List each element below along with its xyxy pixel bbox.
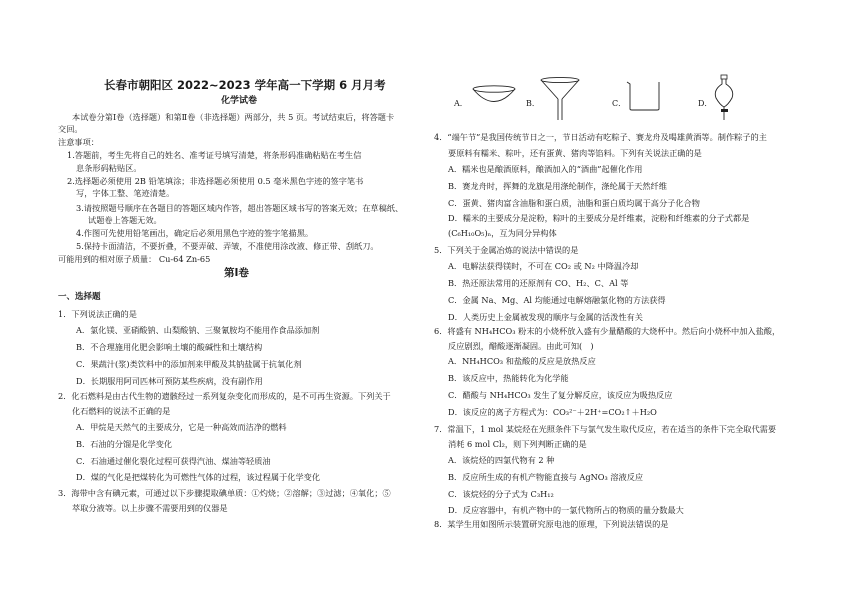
question-stem: 6．将盛有 NH₄HCO₃ 粉末的小烧杯放入盛有少量醋酸的大烧杯中。然后向小烧杯中加入盐酸， bbox=[434, 326, 781, 336]
page-subtitle: 化学试卷 bbox=[221, 96, 258, 106]
question-option: A．该烷烃的四氯代物有 2 种 bbox=[448, 455, 555, 465]
option-label-a: A． bbox=[454, 99, 468, 108]
question-stem: 5．下列关于金属冶炼的说法中错误的是 bbox=[434, 245, 579, 255]
question-stem: 1．下列说法正确的是 bbox=[58, 309, 137, 319]
question-option: B．赛龙舟时，挥舞的龙旗是用涤纶制作，涤纶属于天然纤维 bbox=[448, 181, 667, 191]
section-title: 第Ⅰ卷 bbox=[224, 267, 249, 279]
question-option: B．反应所生成的有机产物能直接与 AgNO₃ 溶液反应 bbox=[448, 472, 644, 482]
question-option: D．反应容器中，有机产物中的一氯代物所占的物质的量分数最大 bbox=[448, 505, 684, 515]
question-stem: 4．“端午节”是我国传统节日之一，节日活动有吃粽子、赛龙舟及喝雄黄酒等。制作粽子的主 bbox=[434, 132, 767, 142]
question-option: D．人类历史上金属被发现的顺序与金属的活泼性有关 bbox=[448, 312, 643, 322]
question-stem: 8．某学生用如图所示装置研究原电池的原理，下列说法错误的是 bbox=[434, 519, 669, 529]
atomic-mass-line: 可能用到的相对原子质量： Cu-64 Zn-65 bbox=[58, 254, 211, 264]
question-option: C．该烷烃的分子式为 C₃H₁₂ bbox=[448, 489, 554, 499]
note-item: 写，字体工整、笔迹清楚。 bbox=[76, 188, 175, 198]
question-stem: 萃取分液等。以上步骤不需要用到的仪器是 bbox=[72, 503, 228, 513]
question-option: B．热还原法常用的还原剂有 CO、H₂、C、Al 等 bbox=[448, 278, 629, 288]
question-option: B．石油的分馏是化学变化 bbox=[76, 439, 173, 449]
question-option: D．该反应的离子方程式为：CO₃²⁻＋2H⁺=CO₂↑＋H₂O bbox=[448, 407, 657, 417]
question-stem: 反应剧烈，醋酸逐渐凝固。由此可知( ) bbox=[448, 341, 594, 351]
question-option: A．糯米也是酿酒原料，酿酒加入的“酒曲”起催化作用 bbox=[448, 164, 643, 174]
page-title: 长春市朝阳区 2022~2023 学年高一下学期 6 月月考 bbox=[104, 78, 386, 92]
question-stem: 要原料有糯米、粽叶，还有蛋黄、猪肉等馅料。下列有关说法正确的是 bbox=[448, 148, 702, 158]
note-item: 4.作图可先使用铅笔画出，确定后必须用黑色字迹的签字笔描黑。 bbox=[76, 228, 314, 238]
question-option: C．石油通过催化裂化过程可获得汽油、煤油等轻质油 bbox=[76, 456, 271, 466]
note-item: 3.请按照题号顺序在各题目的答题区域内作答，超出答题区域书写的答案无效；在草稿纸、 bbox=[76, 203, 404, 213]
part-title: 一、选择题 bbox=[58, 292, 101, 302]
option-label-d: D． bbox=[698, 99, 713, 108]
note-item: 息条形码粘贴区。 bbox=[76, 163, 142, 173]
notes-heading: 注意事项： bbox=[58, 137, 99, 147]
question-option: C．金属 Na、Mg、Al 均能通过电解熔融氯化物的方法获得 bbox=[448, 295, 666, 305]
note-item: 5.保持卡面清洁，不要折叠，不要弄破、弄皱，不准使用涂改液、修正带、刮纸刀。 bbox=[76, 241, 379, 251]
question-option: D．糯米的主要成分是淀粉，粽叶的主要成分是纤维素，淀粉和纤维素的分子式都是 bbox=[448, 213, 750, 223]
question-option: D．煤的气化是把煤转化为可燃性气体的过程，该过程属于化学变化 bbox=[76, 472, 321, 482]
question-option: A．甲烷是天然气的主要成分，它是一种高效而洁净的燃料 bbox=[76, 422, 287, 432]
evaporating-dish-icon bbox=[470, 80, 518, 112]
question-stem: 3．海带中含有碘元素，可通过以下步骤提取碘单质：①灼烧；②溶解；③过滤；④氧化；⑤ bbox=[58, 488, 391, 498]
question-option: D．长期服用阿司匹林可预防某些疾病，没有副作用 bbox=[76, 376, 263, 386]
question-option: (C₆H₁₀O₅)ₙ，互为同分异构体 bbox=[448, 228, 557, 238]
question-stem: 消耗 6 mol Cl₂，则下列判断正确的是 bbox=[448, 439, 587, 449]
note-item: 2.选择题必须使用 2B 铅笔填涂；非选择题必须使用 0.5 毫米黑色字迹的签字笔书 bbox=[67, 176, 364, 186]
option-label-c: C． bbox=[612, 99, 627, 108]
question-option: A．电解法获得镁时，不可在 CO₂ 或 N₂ 中降温冷却 bbox=[448, 261, 639, 271]
question-stem: 化石燃料的说法不正确的是 bbox=[72, 406, 171, 416]
question-option: A．氯化镁、亚硝酸钠、山梨酸钠、三聚氰胺均不能用作食品添加剂 bbox=[76, 325, 320, 335]
question-option: A．NH₄HCO₃ 和盐酸的反应是放热反应 bbox=[448, 356, 596, 366]
funnel-icon bbox=[538, 76, 582, 126]
beaker-icon bbox=[624, 80, 664, 116]
question-option: C．醋酸与 NH₄HCO₃ 发生了复分解反应，该反应为吸热反应 bbox=[448, 390, 673, 400]
question-option: C．果蔬汁(浆)类饮料中的添加剂来甲酸及其钠盐属于抗氧化剂 bbox=[76, 359, 302, 369]
intro-line: 交回。 bbox=[58, 124, 83, 134]
question-option: B．该反应中，热能转化为化学能 bbox=[448, 373, 569, 383]
note-item: 1.答题前，考生先将自己的姓名、准考证号填写清楚，将条形码准确粘贴在考生信 bbox=[67, 150, 362, 160]
question-option: B．不合理施用化肥会影响土壤的酸碱性和土壤结构 bbox=[76, 342, 263, 352]
note-item: 试题卷上答题无效。 bbox=[88, 215, 162, 225]
question-stem: 7．常温下，1 mol 某烷烃在光照条件下与氯气发生取代反应，若在适当的条件下完全取代需要 bbox=[434, 424, 777, 434]
option-label-b: B． bbox=[526, 99, 540, 108]
separatory-funnel-icon bbox=[710, 74, 740, 126]
intro-line: 本试卷分第Ⅰ卷（选择题）和第Ⅱ卷（非选择题）两部分，共 5 页。考试结束后，将答题卡 bbox=[72, 112, 395, 122]
question-option: C．蛋黄、猪肉富含油脂和蛋白质，油脂和蛋白质均属于高分子化合物 bbox=[448, 198, 700, 208]
question-stem: 2．化石燃料是由古代生物的遗骸经过一系列复杂变化而形成的，是不可再生资源。下列关于 bbox=[58, 391, 391, 401]
